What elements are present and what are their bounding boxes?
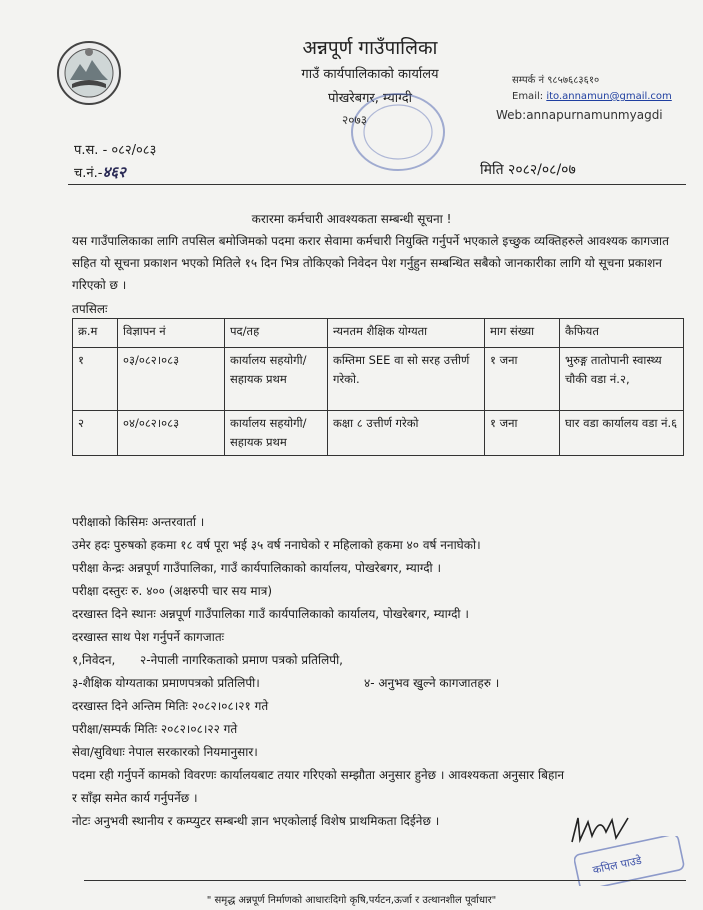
work-desc-2: र साँझ समेत कार्य गर्नुपर्नेछ ।: [72, 791, 198, 805]
issue-date: मिति २०८२/०८/०७: [480, 162, 576, 178]
email-label: Email:: [512, 91, 544, 102]
exam-type: परीक्षाको किसिमः अन्तरवार्ता ।: [72, 515, 205, 529]
tapsil-label: तपसिलः: [72, 302, 108, 316]
doc-item-4: ४- अनुभव खुल्ने कागजातहरु ।: [364, 676, 500, 690]
cell-remarks: घार वडा कार्यालय वडा नं.६: [560, 411, 684, 456]
vacancy-table: [72, 318, 684, 456]
col-post: पद/तह: [225, 319, 328, 348]
footer-motto: " समृद्ध अन्नपूर्ण निर्माणको आधारःदिगो कृषि,पर्यटन,ऊर्जा र उत्थानशील पूर्वाधार": [206, 895, 497, 906]
cell-demand: १ जना: [485, 411, 560, 456]
cell-sn: १: [73, 348, 118, 411]
cell-qualification: कम्तिमा SEE वा सो सरह उत्तीर्ण गरेको.: [328, 348, 485, 411]
officer-stamp: [574, 836, 686, 886]
office-seal-stamp: [338, 88, 446, 174]
doc-item-2: २-नेपाली नागरिकताको प्रमाण पत्रको प्रतिलिपी,: [140, 653, 343, 667]
contact-web: Web:annapurnamunmyagdi: [496, 108, 663, 122]
cell-post: कार्यालय सहयोगी/ सहायक प्रथम: [225, 411, 328, 456]
apply-place: दरखास्त दिने स्थानः अन्नपूर्ण गाउँपालिका गाउँ कार्यपालिकाको कार्यालय, पोखरेबगर, म्याग्दी ।: [72, 607, 469, 621]
footer-divider: [84, 880, 686, 881]
work-desc-1: पदमा रही गर्नुपर्ने कामको विवरणः कार्यालयबाट तयार गरिएको सम्झौता अनुसार हुनेछ । आवश्यकता अनुसार बिहान: [72, 768, 565, 782]
doc-item-1: १,निवेदन,: [72, 653, 116, 667]
col-qualification: न्यनतम शैक्षिक योग्यता: [328, 319, 485, 348]
cell-remarks: भुरुङ्ग तातोपानी स्वास्थ्य चौकी वडा नं.२,: [560, 348, 684, 411]
notice-intro: यस गाउँपालिकाका लागि तपसिल बमोजिमको पदमा करार सेवामा कर्मचारी नियुक्ति गर्नुपर्ने भएकाले इच्छुक व्यक्तिहरुले आवश्यक कागजात सहित यो सूचना प्रकाशन भएको मितिले १५ दिन भित्र तोकिएको निवेदन पेश गर्नुहुन सम्बन्धित सबैको जानकारीका लागि यो सूचना प्रकाशन गरिएको छ ।: [72, 234, 669, 292]
col-ad-no: विज्ञापन नं: [118, 319, 225, 348]
contact-phone: सम्पर्क नं ९८५७६८३६१०: [512, 75, 600, 86]
facility: सेवा/सुविधाः नेपाल सरकारको नियमानुसार।: [72, 745, 258, 759]
table-header-row: [73, 319, 684, 348]
municipality-title: अन्नपूर्ण गाउँपालिका: [302, 37, 438, 59]
office-subtitle: गाउँ कार्यपालिकाको कार्यालय: [301, 67, 439, 82]
col-demand: माग संख्या: [485, 319, 560, 348]
col-sn: क्र.म: [73, 319, 118, 348]
exam-date: परीक्षा/सम्पर्क मितिः २०८२।०८।२२ गते: [72, 722, 238, 736]
exam-center: परीक्षा केन्द्रः अन्नपूर्ण गाउँपालिका, गाउँ कार्यपालिकाको कार्यालय, पोखरेबगर, म्याग्दी ।: [72, 561, 442, 575]
doc-item-3: ३-शैक्षिक योग्यताका प्रमाणपत्रको प्रतिलिपी।: [72, 676, 260, 690]
table-row: [73, 348, 684, 411]
exam-fee: परीक्षा दस्तुरः रु. ४०० (अक्षरुपी चार सय मात्र): [72, 584, 273, 598]
col-remarks: कैफियत: [560, 319, 684, 348]
nepal-emblem-icon: [56, 40, 122, 106]
notice-title: करारमा कर्मचारी आवश्यकता सम्बन्धी सूचना !: [251, 212, 452, 226]
cell-demand: १ जना: [485, 348, 560, 411]
chalani-value: ४६२: [102, 163, 126, 181]
cell-qualification: कक्षा ८ उत्तीर्ण गरेको: [328, 411, 485, 456]
stamp-name: कपिल पाउडे: [591, 853, 643, 877]
age-limit: उमेर हदः पुरुषको हकमा १८ वर्ष पूरा भई ३५ वर्ष ननाघेको र महिलाको हकमा ४० वर्ष ननाघेको।: [72, 538, 481, 552]
office-location: पोखरेबगर, म्याग्दी: [327, 91, 413, 106]
email-link[interactable]: ito.annamun@gmail.com: [546, 91, 672, 102]
table-row: [73, 411, 684, 456]
patra-sankhya: प.स. - ०८२/०८३: [74, 143, 157, 158]
deadline-date: दरखास्त दिने अन्तिम मितिः २०८२।०८।२१ गते: [72, 699, 269, 713]
chalani-label: च.नं.-: [74, 166, 103, 181]
docs-label: दरखास्त साथ पेश गर्नुपर्ने कागजातः: [72, 630, 225, 644]
cell-post: कार्यालय सहयोगी/ सहायक प्रथम: [225, 348, 328, 411]
stamp-year: २०७३: [342, 113, 367, 127]
header-divider: [68, 184, 686, 185]
cell-ad-no: ०४/०८२।०८३: [118, 411, 225, 456]
cell-ad-no: ०३/०८२।०८३: [118, 348, 225, 411]
cell-sn: २: [73, 411, 118, 456]
contact-email: [512, 91, 672, 102]
note: नोटः अनुभवी स्थानीय र कम्प्युटर सम्बन्धी ज्ञान भएकोलाई विशेष प्राथमिकता दिईनेछ ।: [72, 814, 440, 828]
chalani-number: [74, 162, 126, 182]
